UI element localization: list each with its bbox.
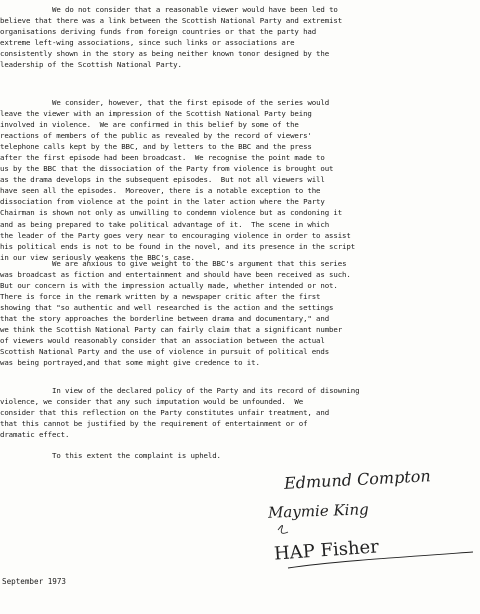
paragraph-line: leave the viewer with an impression of the Scottish National Party being xyxy=(0,109,312,119)
paragraph-line: organisations deriving funds from foreign countries or that the party had xyxy=(0,27,317,37)
paragraph-line: us by the BBC that the dissociation of the Party from violence is brought out xyxy=(0,164,334,174)
paragraph-line: We are anxious to give weight to the BBC's argument that this series xyxy=(52,259,347,268)
paragraph-line: and as being prepared to take political advantage of it. The scene in which xyxy=(0,219,330,229)
paragraph-line: involved in violence. We are confirmed in this belief by some of the xyxy=(0,120,299,130)
paragraph-1 xyxy=(0,4,480,70)
paragraph-line: of viewers would reasonably consider that an association between the actual xyxy=(0,336,325,346)
paragraph-line: we think the Scottish National Party can fairly claim that a significant number xyxy=(0,325,343,335)
paragraph-2 xyxy=(0,97,480,263)
paragraph-line: violence, we consider that any such imputation would be unfounded. We xyxy=(0,397,304,407)
paragraph-line: dramatic effect. xyxy=(0,430,70,440)
signature-king: Maymie King xyxy=(267,500,370,522)
signature-compton: Edmund Compton xyxy=(283,466,432,493)
paragraph-4 xyxy=(0,385,480,440)
paragraph-line: that the story approaches the borderline between drama and documentary," and xyxy=(0,314,330,324)
paragraph-line: We consider, however, that the first episode of the series would xyxy=(52,98,330,107)
paragraph-line: have seen all the episodes. Moreover, there is a notable exception to the xyxy=(0,186,321,196)
document-date: September 1973 xyxy=(2,577,67,586)
paragraph-line: telephone calls kept by the BBC, and by letters to the BBC and the press xyxy=(0,142,312,152)
paragraph-line: his political ends is not to be found in the novel, and its presence in the script xyxy=(0,241,356,251)
paragraph-line: In view of the declared policy of the Party and its record of disowning xyxy=(52,386,360,395)
paragraph-line: was broadcast as fiction and entertainment and should have been received as such. xyxy=(0,270,351,280)
paragraph-3 xyxy=(0,258,480,368)
paragraph-line: the leader of the Party goes very near to encouraging violence in order to assist xyxy=(0,230,351,240)
paragraph-5 xyxy=(0,450,480,461)
paragraph-line: was being portrayed,and that some might give credence to it. xyxy=(0,358,260,368)
paragraph-line: dissociation from violence at the point in the later action where the Party xyxy=(0,197,325,207)
paragraph-line: We do not consider that a reasonable viewer would have been led to xyxy=(52,5,338,14)
paragraph-line: that this cannot be justified by the requirement of entertainment or of xyxy=(0,419,308,429)
paragraph-line: after the first episode had been broadcast. We recognise the point made to xyxy=(0,153,325,163)
paragraph-line: believe that there was a link between the Scottish National Party and extremist xyxy=(0,16,343,26)
paragraph-line: leadership of the Scottish National Party. xyxy=(0,60,182,70)
paragraph-line: To this extent the complaint is upheld. xyxy=(52,451,221,460)
paragraph-line: as the drama develops in the subsequent episodes. But not all viewers will xyxy=(0,175,325,185)
paragraph-line: extreme left-wing associations, since such links or associations are xyxy=(0,38,295,48)
signature-fisher: HAP Fisher xyxy=(273,536,380,565)
paragraph-line: consider that this reflection on the Party constitutes unfair treatment, and xyxy=(0,408,330,418)
paragraph-line: reactions of members of the public as revealed by the record of viewers' xyxy=(0,131,312,141)
paragraph-line: consistently shown in the story as being neither known tonor designed by the xyxy=(0,49,330,59)
paragraph-line: showing that "so authentic and well researched is the action and the settings xyxy=(0,303,334,313)
paragraph-line: Chairman is shown not only as unwilling to condemn violence but as condoning it xyxy=(0,208,343,218)
paragraph-line: But our concern is with the impression actually made, whether intended or not. xyxy=(0,281,338,291)
paragraph-line: Scottish National Party and the use of violence in pursuit of political ends xyxy=(0,347,330,357)
signature-block xyxy=(267,466,478,580)
paragraph-line: There is force in the remark written by a newspaper critic after the first xyxy=(0,292,321,302)
paragraph-line: in our view seriously weakens the BBC's case. xyxy=(0,252,195,262)
